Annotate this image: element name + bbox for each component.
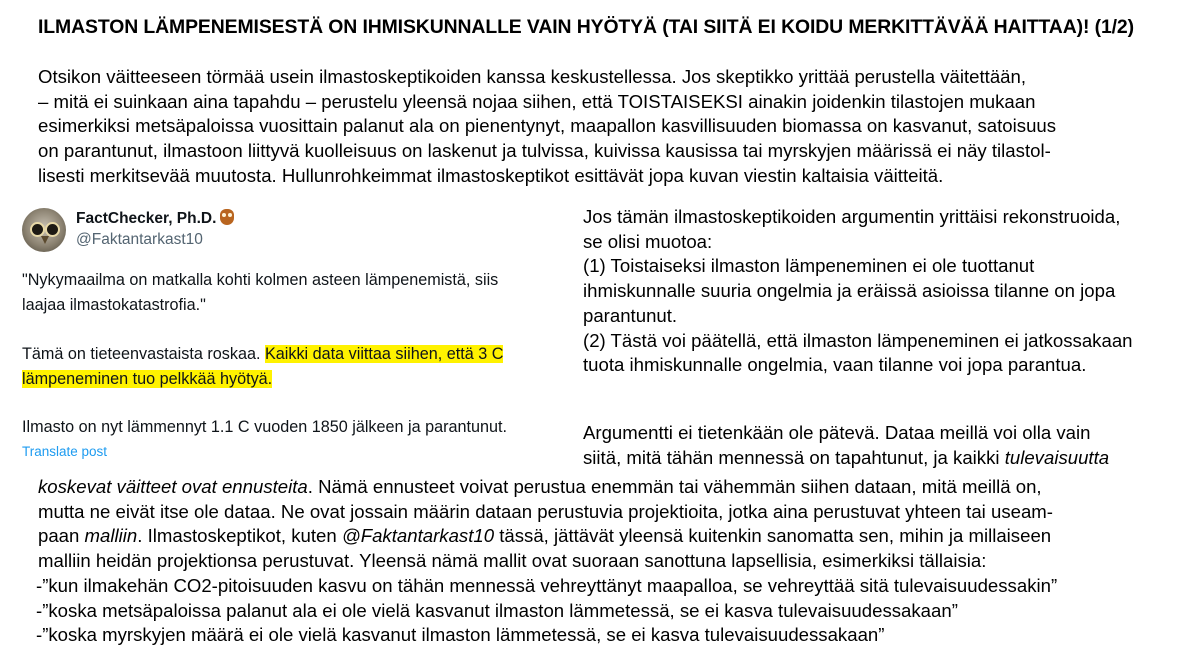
intro-line: – mitä ei suinkaan aina tapahdu – perustelu yleensä nojaa siihen, että TOISTAISEKSI ainakin joidenkin tilastojen mukaan bbox=[38, 90, 1036, 112]
critique-paragraph-start bbox=[583, 421, 1195, 470]
critique-text: tässä, jättävät yleensä kuitenkin sanomatta sen, mihin ja millaiseen bbox=[494, 525, 1052, 547]
critique-text: . Nämä ennusteet voivat perustua enemmän tai vähemmän siihen dataan, mitä meillä on, bbox=[307, 476, 1042, 497]
critique-text: siitä, mitä tähän mennessä on tapahtunut, ja kaikki bbox=[583, 446, 1005, 468]
argument-line: ihmiskunnalle suuria ongelmia ja eräissä asioissa tilanne on jopa bbox=[583, 280, 1116, 302]
critique-line bbox=[38, 475, 1188, 500]
intro-line: Otsikon väitteeseen törmää usein ilmastoskeptikoiden kanssa keskustellessa. Jos skeptikko yrittää perustella väitettään, bbox=[38, 66, 1027, 87]
argument-line: se olisi muotoa: bbox=[583, 230, 713, 252]
critique-text: . Ilmastoskeptikot, kuten bbox=[137, 525, 342, 547]
critique-line: malliin heidän projektionsa perustuvat. Yleensä nämä mallit ovat suoraan sanottuna lapsellisia, esimerkiksi tällaisia: bbox=[38, 550, 987, 572]
embedded-tweet bbox=[12, 200, 582, 470]
argument-line: tuota ihmiskunnalle ongelmia, vaan tilanne voi jopa parantua. bbox=[583, 354, 1087, 376]
argument-line: parantunut. bbox=[583, 304, 678, 326]
intro-line: esimerkiksi metsäpaloissa vuosittain palanut ala on pienentynyt, maapallon kasvillisuuden biomassa on kasvanut, satoisuus bbox=[38, 115, 1057, 137]
argument-line: (1) Toistaiseksi ilmaston lämpeneminen ei ole tuottanut bbox=[583, 255, 1035, 277]
translate-post-link[interactable]: Translate post bbox=[22, 444, 108, 459]
tweet-author[interactable] bbox=[76, 209, 234, 228]
argument-line: (2) Tästä voi päätellä, että ilmaston lämpeneminen ei jatkossakaan bbox=[583, 329, 1133, 351]
critique-paragraph bbox=[38, 475, 1188, 648]
emphasis-text: koskevat väitteet ovat ennusteita bbox=[38, 476, 308, 497]
emphasis-handle: @Faktantarkast10 bbox=[341, 525, 495, 547]
intro-paragraph bbox=[38, 65, 1188, 189]
model-example: -”kun ilmakehän CO2-pitoisuuden kasvu on tähän mennessä vehreyttänyt maapalloa, se vehreyttää sitä tulevaisuudessakin” bbox=[36, 574, 1058, 596]
tweet-quote-line: laajaa ilmastokatastrofia." bbox=[22, 296, 206, 314]
highlighted-claim: lämpeneminen tuo pelkkää hyötyä. bbox=[22, 370, 273, 388]
owl-emoji-icon bbox=[220, 209, 234, 225]
avatar[interactable] bbox=[22, 208, 66, 252]
emphasis-text: tulevaisuutta bbox=[1004, 446, 1110, 468]
emphasis-text: malliin bbox=[84, 525, 138, 547]
owl-eye-icon bbox=[45, 222, 60, 237]
tweet-quote bbox=[22, 268, 498, 318]
critique-line: mutta ne eivät itse ole dataa. Ne ovat jossain määrin dataan perustuvia projektioita, jotka aina perustuvat yhteen tai useam- bbox=[38, 500, 1053, 522]
argument-line: Jos tämän ilmastoskeptikoiden argumentin yrittäisi rekonstruoida, bbox=[583, 206, 1121, 227]
highlighted-claim: Kaikki data viittaa siihen, että 3 C bbox=[264, 345, 504, 363]
argument-paragraph bbox=[583, 205, 1195, 378]
critique-line bbox=[583, 446, 1195, 471]
intro-line: on parantunut, ilmastoon liittyvä kuolleisuus on laskenut ja tulvissa, kuivissa kausissa tai myrskyjen määrissä ei näy tilastol- bbox=[38, 140, 1051, 162]
tweet-reply-text: Tämä on tieteenvastaista roskaa. bbox=[22, 345, 265, 363]
model-example: -”koska myrskyjen määrä ei ole vielä kasvanut ilmaston lämmetessä, se ei kasva tulevaisuudessakaan” bbox=[36, 624, 885, 646]
tweet-quote-line: "Nykymaailma on matkalla kohti kolmen asteen lämpenemistä, siis bbox=[22, 271, 499, 289]
tweet-followup: Ilmasto on nyt lämmennyt 1.1 C vuoden 1850 jälkeen ja parantunut. bbox=[22, 418, 508, 436]
intro-line: lisesti merkitsevää muutosta. Hullunrohkeimmat ilmastoskeptikot esittävät jopa kuvan viestin kaltaisia väitteitä. bbox=[38, 164, 944, 186]
tweet-handle[interactable]: @Faktantarkast10 bbox=[76, 231, 203, 248]
owl-eye-icon bbox=[30, 222, 45, 237]
critique-text: paan bbox=[38, 525, 85, 547]
page-title: ILMASTON LÄMPENEMISESTÄ ON IHMISKUNNALLE VAIN HYÖTYÄ (TAI SIITÄ EI KOIDU MERKITTÄVÄÄ HAITTAA)! (1/2) bbox=[38, 16, 1134, 38]
tweet-author-name[interactable]: FactChecker, Ph.D. bbox=[76, 210, 217, 227]
critique-line bbox=[38, 524, 1188, 549]
model-example: -”koska metsäpaloissa palanut ala ei ole vielä kasvanut ilmaston lämmetessä, se ei kasva tulevaisuudessakaan” bbox=[36, 599, 958, 621]
critique-line: Argumentti ei tietenkään ole pätevä. Dataa meillä voi olla vain bbox=[583, 422, 1091, 443]
owl-beak-icon bbox=[41, 236, 49, 244]
tweet-reply bbox=[22, 342, 503, 392]
